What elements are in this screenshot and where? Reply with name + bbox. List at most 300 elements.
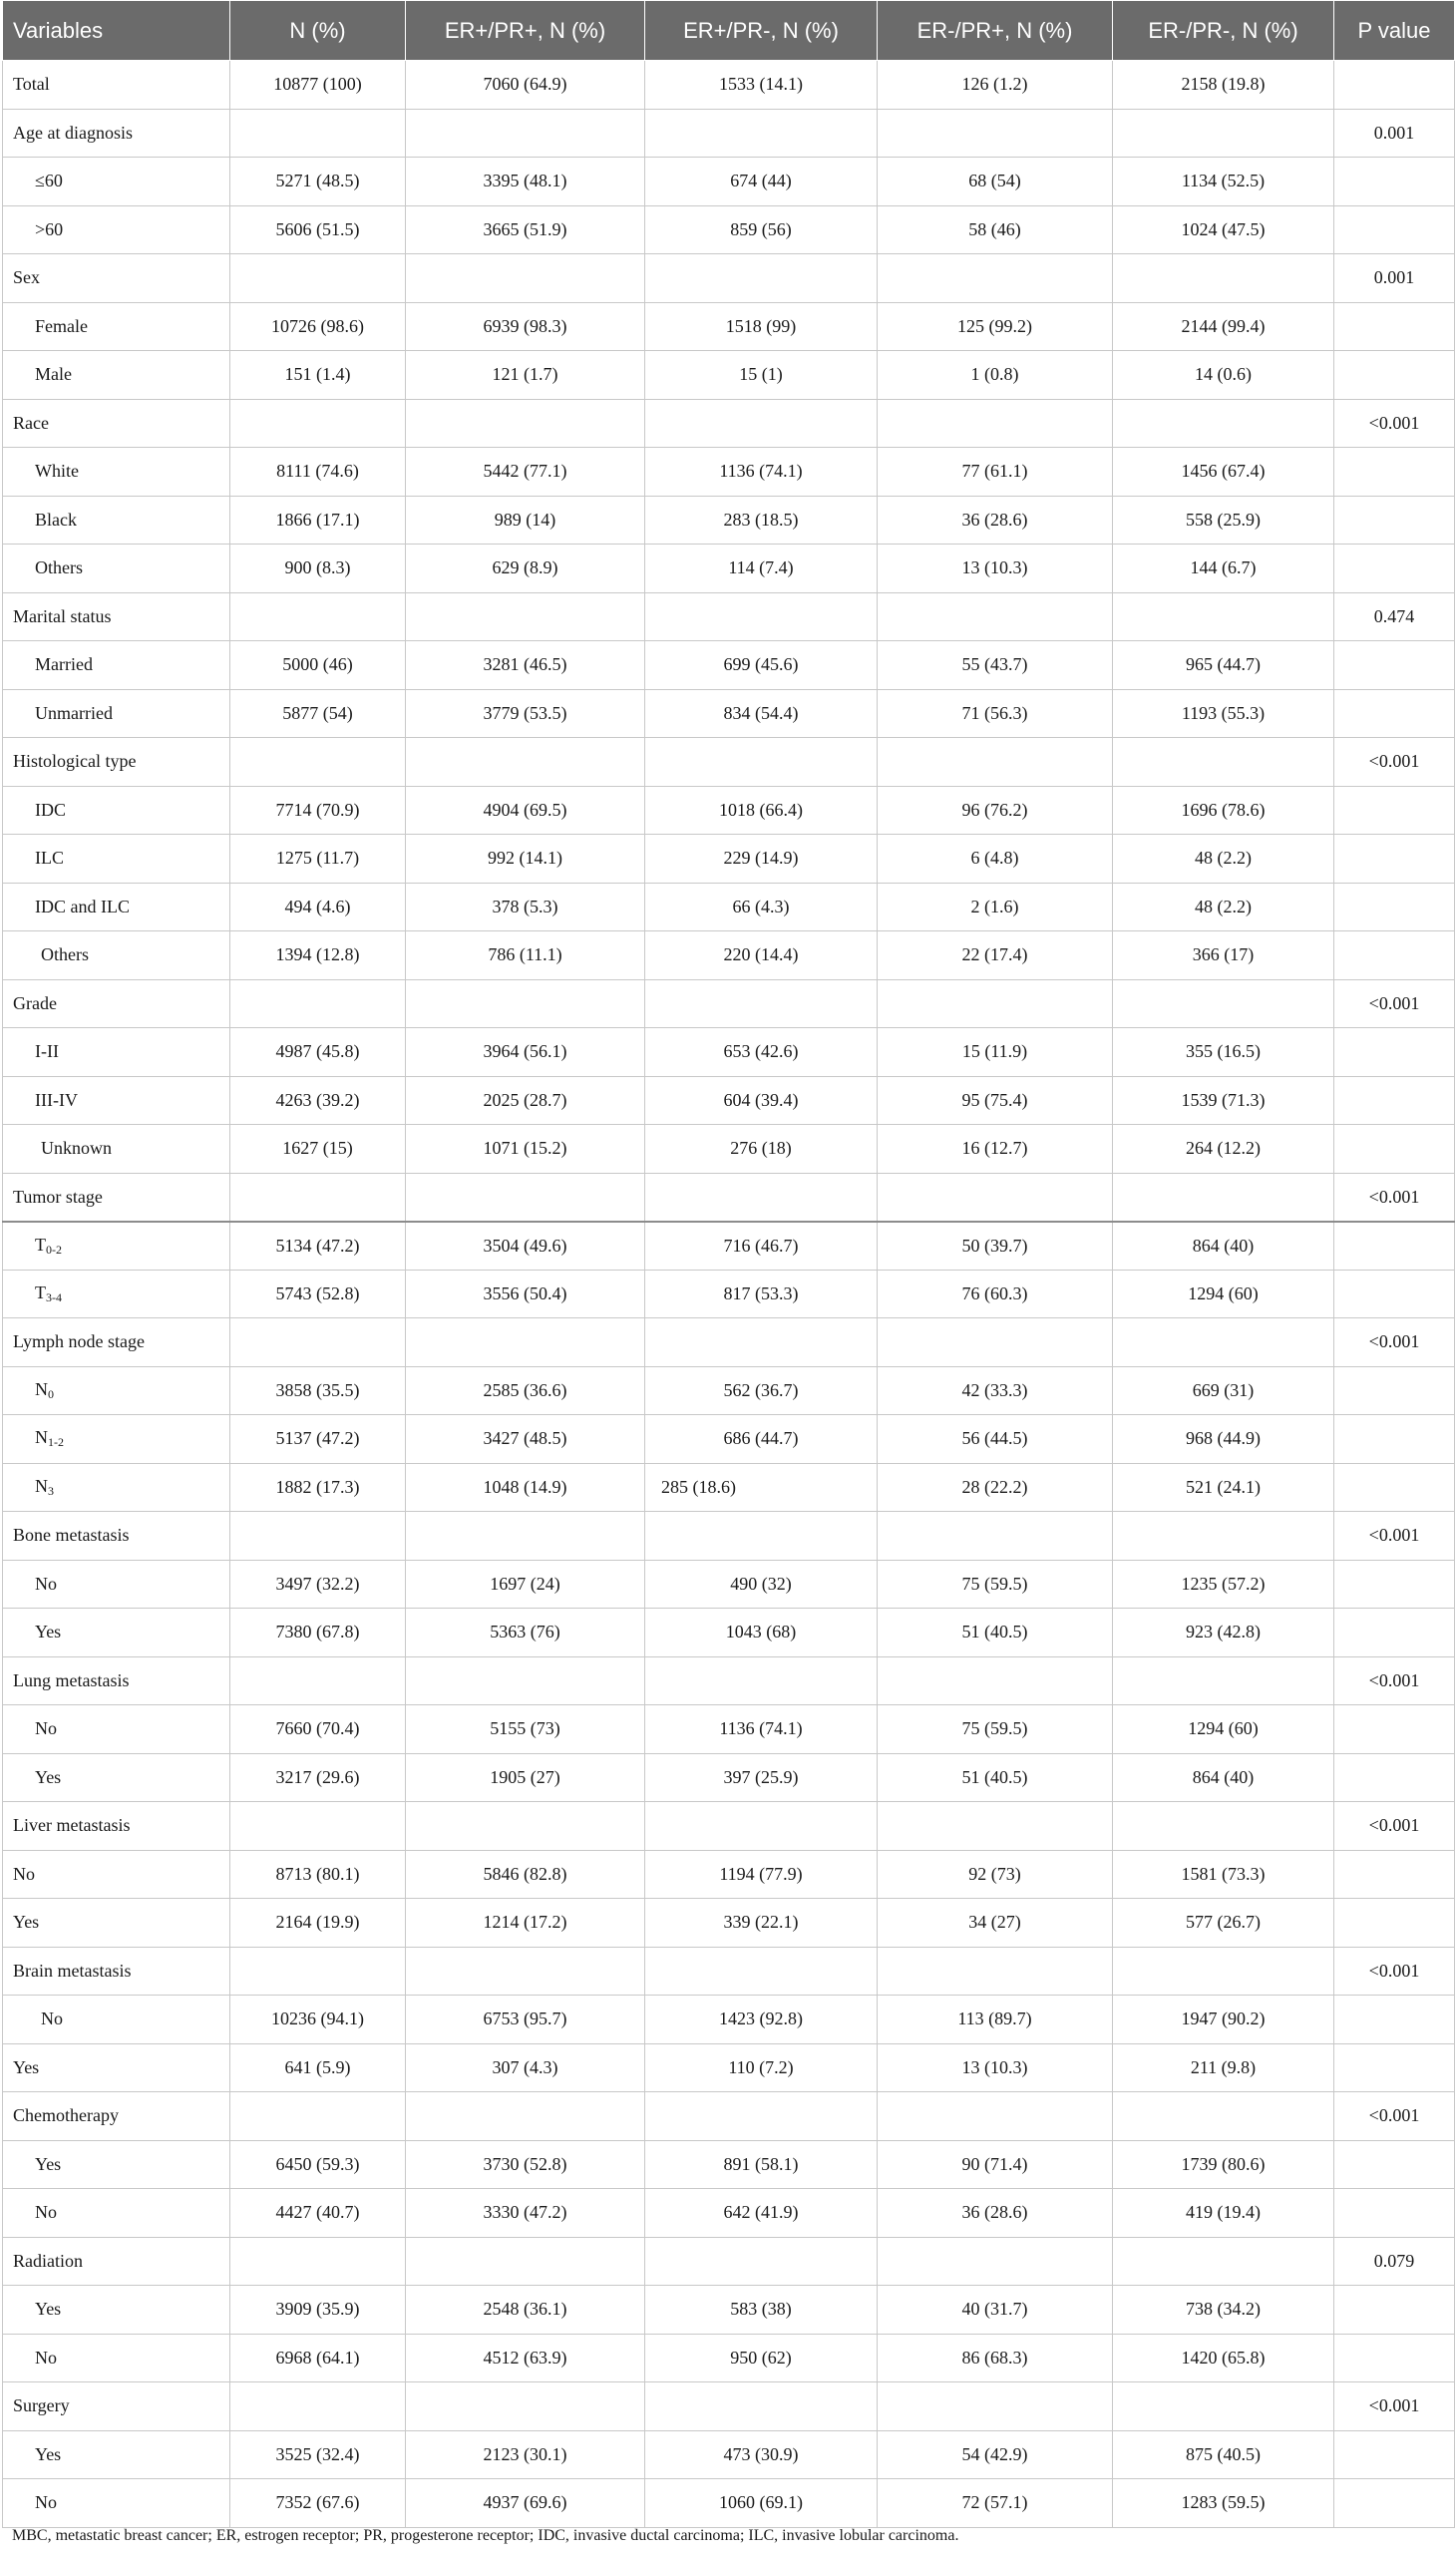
cell-value: 3556 (50.4) [406,1270,645,1318]
row-label [3,2189,230,2238]
cell-value: 1581 (73.3) [1113,1850,1334,1899]
table-row [3,61,1455,110]
row-label [3,1560,230,1609]
p-value: <0.001 [1334,2092,1455,2141]
cell-value: 10877 (100) [230,61,406,110]
cell-value: 15 (1) [645,351,878,400]
p-value: 0.001 [1334,109,1455,158]
cell-value: 1456 (67.4) [1113,448,1334,497]
cell-value: 6968 (64.1) [230,2334,406,2382]
cell-value: 875 (40.5) [1113,2430,1334,2479]
table-row [3,109,1455,158]
row-label-text: Brain metastasis [13,1960,132,1981]
row-label [3,1802,230,1851]
row-label-text: Black [35,509,77,530]
row-label-subscript: 0 [48,1386,54,1401]
cell-value: 51 (40.5) [878,1609,1113,1657]
cell-value: 1283 (59.5) [1113,2479,1334,2528]
cell-value: 16 (12.7) [878,1125,1113,1174]
p-value: 0.079 [1334,2237,1455,2286]
cell-value: 1739 (80.6) [1113,2140,1334,2189]
cell-value: 13 (10.3) [878,2043,1113,2092]
header-er-neg-pr-pos: ER-/PR+, N (%) [878,1,1113,61]
p-value: <0.001 [1334,1173,1455,1222]
cell-value: 1627 (15) [230,1125,406,1174]
table-row [3,2382,1455,2431]
cell-value: 10726 (98.6) [230,302,406,351]
p-value [1334,2430,1455,2479]
cell-value [1113,1656,1334,1705]
cell-value: 653 (42.6) [645,1028,878,1077]
p-value [1334,448,1455,497]
cell-value [878,1656,1113,1705]
row-label-text: Lymph node stage [13,1331,145,1352]
cell-value [406,592,645,641]
row-label-text: Race [13,412,49,433]
cell-value [406,1512,645,1561]
table-header [3,1,1455,61]
row-label-subscript: 3 [48,1483,54,1498]
row-label [3,1899,230,1948]
cell-value [406,1173,645,1222]
cell-value: 339 (22.1) [645,1899,878,1948]
cell-value [645,738,878,787]
cell-value: 2144 (99.4) [1113,302,1334,351]
cell-value: 1134 (52.5) [1113,158,1334,206]
p-value [1334,2140,1455,2189]
row-label [3,835,230,884]
cell-value [1113,979,1334,1028]
row-label-text: Others [35,557,83,578]
cell-value [406,254,645,303]
cell-value: 3497 (32.2) [230,1560,406,1609]
p-value [1334,1463,1455,1512]
p-value: 0.001 [1334,254,1455,303]
cell-value: 75 (59.5) [878,1705,1113,1754]
cell-value: 151 (1.4) [230,351,406,400]
row-label [3,931,230,980]
p-value [1334,1125,1455,1174]
p-value: <0.001 [1334,1656,1455,1705]
p-value [1334,2334,1455,2382]
cell-value [406,1802,645,1851]
p-value [1334,1270,1455,1318]
cell-value: 5155 (73) [406,1705,645,1754]
cell-value: 114 (7.4) [645,545,878,593]
row-label-text: Unknown [41,1138,112,1159]
cell-value [406,1318,645,1367]
cell-value: 276 (18) [645,1125,878,1174]
cell-value: 6450 (59.3) [230,2140,406,2189]
header-variables: Variables [3,1,230,61]
p-value [1334,1222,1455,1271]
table-row [3,2140,1455,2189]
header-row [3,1,1455,61]
cell-value: 48 (2.2) [1113,835,1334,884]
cell-value: 521 (24.1) [1113,1463,1334,1512]
cell-value: 5743 (52.8) [230,1270,406,1318]
cell-value: 1539 (71.3) [1113,1076,1334,1125]
cell-value: 121 (1.7) [406,351,645,400]
p-value [1334,883,1455,931]
cell-value [230,1802,406,1851]
cell-value: 96 (76.2) [878,786,1113,835]
p-value [1334,2043,1455,2092]
table-row [3,592,1455,641]
cell-value: 490 (32) [645,1560,878,1609]
cell-value: 629 (8.9) [406,545,645,593]
row-label [3,1753,230,1802]
table-row [3,2430,1455,2479]
cell-value: 900 (8.3) [230,545,406,593]
table-row [3,1318,1455,1367]
cell-value [645,979,878,1028]
cell-value: 13 (10.3) [878,545,1113,593]
cell-value: 1048 (14.9) [406,1463,645,1512]
cell-value [645,1318,878,1367]
table-row [3,1076,1455,1125]
table-row [3,1366,1455,1415]
cell-value [645,2382,878,2431]
p-value [1334,302,1455,351]
p-value: <0.001 [1334,1947,1455,1996]
cell-value: 642 (41.9) [645,2189,878,2238]
cell-value: 144 (6.7) [1113,545,1334,593]
cell-value [230,2092,406,2141]
table-row [3,1415,1455,1464]
cell-value: 1294 (60) [1113,1270,1334,1318]
table-row [3,1028,1455,1077]
cell-value: 1905 (27) [406,1753,645,1802]
cell-value: 1947 (90.2) [1113,1996,1334,2044]
row-label [3,302,230,351]
cell-value [878,2237,1113,2286]
row-label-text: Chemotherapy [13,2105,119,2126]
cell-value: 604 (39.4) [645,1076,878,1125]
cell-value: 699 (45.6) [645,641,878,690]
row-label-text: III-IV [35,1089,78,1110]
cell-value: 674 (44) [645,158,878,206]
header-er-neg-pr-neg: ER-/PR-, N (%) [1113,1,1334,61]
row-label [3,399,230,448]
cell-value [406,1656,645,1705]
cell-value: 56 (44.5) [878,1415,1113,1464]
row-label [3,2334,230,2382]
row-label-text: Liver metastasis [13,1815,131,1836]
p-value [1334,545,1455,593]
p-value [1334,641,1455,690]
table-row [3,1996,1455,2044]
cell-value: 4937 (69.6) [406,2479,645,2528]
cell-value: 8111 (74.6) [230,448,406,497]
row-label [3,641,230,690]
table-row [3,1899,1455,1948]
p-value: <0.001 [1334,738,1455,787]
cell-value: 76 (60.3) [878,1270,1113,1318]
cell-value: 2158 (19.8) [1113,61,1334,110]
row-label-text: IDC [35,799,66,820]
row-label [3,1996,230,2044]
row-label [3,2382,230,2431]
cell-value [878,254,1113,303]
cell-value [878,399,1113,448]
cell-value [230,254,406,303]
table-row [3,1705,1455,1754]
table-row [3,2043,1455,2092]
cell-value: 2025 (28.7) [406,1076,645,1125]
row-label-text: No [35,2492,57,2513]
cell-value: 1294 (60) [1113,1705,1334,1754]
row-label-text: IDC and ILC [35,896,130,916]
cell-value: 1696 (78.6) [1113,786,1334,835]
row-label-text: No [13,1863,35,1884]
cell-value: 3909 (35.9) [230,2286,406,2335]
table-row [3,1802,1455,1851]
row-label-text: N [35,1475,48,1496]
p-value [1334,786,1455,835]
cell-value [406,2237,645,2286]
cell-value: 3395 (48.1) [406,158,645,206]
row-label [3,1463,230,1512]
row-label-text: ILC [35,848,64,869]
cell-value: 110 (7.2) [645,2043,878,2092]
cell-value: 378 (5.3) [406,883,645,931]
table-row [3,496,1455,545]
table-footnote: MBC, metastatic breast cancer; ER, estrogen receptor; PR, progesterone receptor; IDC, invasive ductal carcinoma; ILC, invasive lobular carcinoma. [12,2527,959,2544]
table-row [3,2092,1455,2141]
row-label [3,2430,230,2479]
cell-value: 1071 (15.2) [406,1125,645,1174]
row-label [3,1415,230,1464]
cell-value: 14 (0.6) [1113,351,1334,400]
cell-value: 77 (61.1) [878,448,1113,497]
cell-value [406,738,645,787]
cell-value: 4904 (69.5) [406,786,645,835]
cell-value: 3730 (52.8) [406,2140,645,2189]
cell-value [878,1947,1113,1996]
cell-value [645,1173,878,1222]
cell-value: 1193 (55.3) [1113,689,1334,738]
cell-value: 2164 (19.9) [230,1899,406,1948]
row-label [3,592,230,641]
row-label-text: N [35,1427,48,1448]
cell-value: 71 (56.3) [878,689,1113,738]
table-row [3,1270,1455,1318]
cell-value: 5363 (76) [406,1609,645,1657]
cell-value: 1518 (99) [645,302,878,351]
table-row [3,1512,1455,1561]
cell-value: 1275 (11.7) [230,835,406,884]
row-label-subscript: 1-2 [48,1435,64,1450]
table-row [3,835,1455,884]
cell-value: 5000 (46) [230,641,406,690]
cell-value: 558 (25.9) [1113,496,1334,545]
row-label-text: T [35,1234,46,1255]
cell-value: 8713 (80.1) [230,1850,406,1899]
cell-value: 3858 (35.5) [230,1366,406,1415]
cell-value: 3665 (51.9) [406,205,645,254]
cell-value: 419 (19.4) [1113,2189,1334,2238]
row-label [3,1028,230,1077]
cell-value: 50 (39.7) [878,1222,1113,1271]
cell-value: 716 (46.7) [645,1222,878,1271]
cell-value: 283 (18.5) [645,496,878,545]
p-value [1334,205,1455,254]
p-value [1334,689,1455,738]
cell-value: 1214 (17.2) [406,1899,645,1948]
row-label [3,1125,230,1174]
cell-value: 1136 (74.1) [645,448,878,497]
table-row [3,689,1455,738]
row-label [3,979,230,1028]
row-label [3,1173,230,1222]
cell-value [406,979,645,1028]
cell-value [1113,1947,1334,1996]
cell-value [645,1802,878,1851]
row-label [3,883,230,931]
cell-value [1113,254,1334,303]
cell-value: 355 (16.5) [1113,1028,1334,1077]
cell-value: 68 (54) [878,158,1113,206]
row-label-text: Histological type [13,751,137,772]
cell-value: 113 (89.7) [878,1996,1113,2044]
row-label [3,1270,230,1318]
row-label-text: Others [41,944,89,965]
cell-value: 72 (57.1) [878,2479,1113,2528]
cell-value: 1024 (47.5) [1113,205,1334,254]
cell-value: 1697 (24) [406,1560,645,1609]
row-label-text: Surgery [13,2395,70,2416]
p-value [1334,1609,1455,1657]
cell-value: 923 (42.8) [1113,1609,1334,1657]
cell-value [645,592,878,641]
row-label [3,2479,230,2528]
row-label-text: Married [35,654,93,675]
cell-value [645,2237,878,2286]
table-row [3,2237,1455,2286]
cell-value: 950 (62) [645,2334,878,2382]
row-label-subscript: 0-2 [46,1242,62,1257]
row-label-text: Tumor stage [13,1186,103,1207]
header-er-pos-pr-pos: ER+/PR+, N (%) [406,1,645,61]
row-label [3,545,230,593]
cell-value: 786 (11.1) [406,931,645,980]
characteristics-table [2,0,1455,2528]
cell-value: 1235 (57.2) [1113,1560,1334,1609]
p-value [1334,835,1455,884]
cell-value: 3525 (32.4) [230,2430,406,2479]
row-label-text: Yes [35,2153,62,2174]
row-label-text: T [35,1281,46,1302]
cell-value: 583 (38) [645,2286,878,2335]
cell-value: 264 (12.2) [1113,1125,1334,1174]
row-label-text: ≤60 [35,171,63,191]
cell-value: 48 (2.2) [1113,883,1334,931]
table-row [3,351,1455,400]
cell-value: 211 (9.8) [1113,2043,1334,2092]
cell-value: 51 (40.5) [878,1753,1113,1802]
cell-value: 36 (28.6) [878,496,1113,545]
cell-value: 992 (14.1) [406,835,645,884]
cell-value [406,399,645,448]
cell-value [230,1173,406,1222]
cell-value [878,1802,1113,1851]
table-row [3,2286,1455,2335]
cell-value: 5271 (48.5) [230,158,406,206]
cell-value: 397 (25.9) [645,1753,878,1802]
p-value [1334,1366,1455,1415]
row-label [3,689,230,738]
cell-value: 817 (53.3) [645,1270,878,1318]
row-label-text: Age at diagnosis [13,122,133,143]
cell-value: 1194 (77.9) [645,1850,878,1899]
row-label [3,2237,230,2286]
row-label-text: Yes [35,2299,62,2320]
cell-value: 3964 (56.1) [406,1028,645,1077]
row-label-text: Yes [13,1912,40,1933]
cell-value [1113,592,1334,641]
cell-value [230,592,406,641]
row-label [3,205,230,254]
row-label-text: No [41,2008,63,2029]
p-value: <0.001 [1334,399,1455,448]
table-row [3,1947,1455,1996]
row-label-text: Unmarried [35,702,113,723]
cell-value [1113,1512,1334,1561]
cell-value [1113,1318,1334,1367]
cell-value: 494 (4.6) [230,883,406,931]
cell-value: 1018 (66.4) [645,786,878,835]
p-value: 0.474 [1334,592,1455,641]
row-label-text: Total [13,74,50,95]
table-body [3,61,1455,2528]
row-label-text: Bone metastasis [13,1525,130,1546]
cell-value [878,592,1113,641]
cell-value: 95 (75.4) [878,1076,1113,1125]
cell-value: 7380 (67.8) [230,1609,406,1657]
cell-value: 75 (59.5) [878,1560,1113,1609]
cell-value: 15 (11.9) [878,1028,1113,1077]
cell-value: 1060 (69.1) [645,2479,878,2528]
cell-value [1113,399,1334,448]
p-value: <0.001 [1334,979,1455,1028]
p-value [1334,1560,1455,1609]
header-er-pos-pr-neg: ER+/PR-, N (%) [645,1,878,61]
row-label [3,1850,230,1899]
cell-value: 968 (44.9) [1113,1415,1334,1464]
table-row [3,641,1455,690]
table-row [3,302,1455,351]
p-value [1334,1996,1455,2044]
row-label-text: Yes [35,1622,62,1643]
cell-value: 6 (4.8) [878,835,1113,884]
cell-value: 34 (27) [878,1899,1113,1948]
row-label [3,1222,230,1271]
cell-value: 891 (58.1) [645,2140,878,2189]
row-label [3,61,230,110]
cell-value: 3779 (53.5) [406,689,645,738]
cell-value [230,2237,406,2286]
cell-value: 4987 (45.8) [230,1028,406,1077]
header-n-percent: N (%) [230,1,406,61]
cell-value [878,2092,1113,2141]
cell-value [406,2092,645,2141]
cell-value: 366 (17) [1113,931,1334,980]
cell-value [230,1947,406,1996]
table-row [3,1560,1455,1609]
table-row [3,1850,1455,1899]
row-label-text: Sex [13,267,40,288]
